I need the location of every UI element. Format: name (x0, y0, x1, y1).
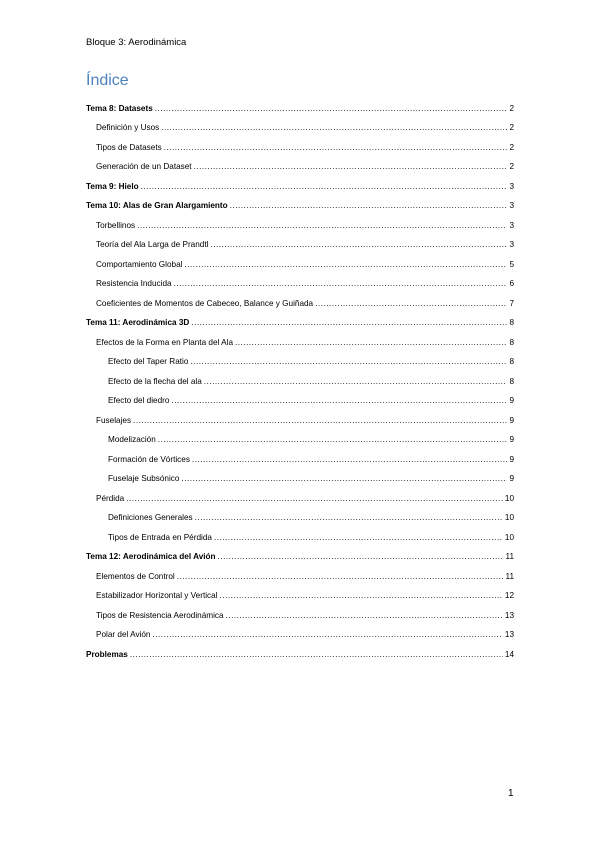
toc-entry-page[interactable]: 9 (509, 396, 514, 405)
toc-leader-dots (133, 416, 507, 426)
toc-entry[interactable] (86, 153, 514, 173)
toc-entry-page[interactable]: 12 (504, 591, 514, 600)
toc-entry-label[interactable]: Formación de Vórtices (108, 454, 190, 464)
toc-entry-page[interactable]: 2 (509, 103, 514, 113)
toc-entry[interactable] (86, 114, 514, 134)
toc-leader-dots (152, 630, 502, 640)
table-of-contents (86, 94, 514, 660)
toc-leader-dots (226, 611, 503, 621)
toc-entry-label[interactable]: Tema 12: Aerodinámica del Avión (86, 552, 216, 561)
toc-entry-label[interactable]: Torbellinos (96, 220, 136, 230)
toc-leader-dots (210, 240, 507, 250)
toc-leader-dots (141, 182, 508, 192)
toc-entry[interactable] (86, 172, 514, 192)
toc-entry-page[interactable]: 10 (504, 513, 514, 522)
toc-entry[interactable] (86, 543, 514, 563)
toc-entry-label[interactable]: Efectos de la Forma en Planta del Ala (96, 337, 233, 347)
toc-entry-page[interactable]: 3 (509, 201, 514, 210)
toc-entry[interactable] (86, 582, 514, 602)
toc-entry[interactable] (86, 406, 514, 426)
toc-entry-label[interactable]: Fuselaje Subsónico (108, 474, 180, 483)
toc-leader-dots (195, 513, 503, 523)
toc-entry-label[interactable]: Generación de un Dataset (96, 162, 192, 171)
toc-entry-page[interactable]: 8 (509, 357, 514, 366)
toc-entry-page[interactable]: 3 (509, 181, 514, 191)
toc-entry-label[interactable]: Teoría del Ala Larga de Prandtl (96, 240, 209, 249)
toc-entry-page[interactable]: 2 (509, 142, 514, 152)
toc-leader-dots (161, 123, 507, 133)
toc-entry[interactable] (86, 426, 514, 446)
toc-entry-label[interactable]: Fuselajes (96, 415, 132, 425)
toc-leader-dots (204, 377, 508, 387)
toc-leader-dots (164, 143, 508, 153)
toc-entry[interactable] (86, 270, 514, 290)
toc-entry-label[interactable]: Definiciones Generales (108, 513, 193, 522)
page-number: 1 (508, 788, 514, 799)
toc-entry[interactable] (86, 192, 514, 212)
toc-entry-page[interactable]: 8 (509, 337, 514, 347)
toc-entry-label[interactable]: Efecto de la flecha del ala (108, 376, 202, 386)
toc-entry-label[interactable]: Problemas (86, 649, 128, 659)
toc-leader-dots (192, 455, 508, 465)
toc-entry-label[interactable]: Comportamiento Global (96, 259, 183, 269)
toc-entry-page[interactable]: 13 (504, 610, 514, 620)
toc-entry-page[interactable]: 3 (509, 220, 514, 230)
toc-entry[interactable] (86, 367, 514, 387)
toc-entry-page[interactable]: 13 (504, 630, 514, 639)
toc-entry[interactable] (86, 231, 514, 251)
toc-entry-label[interactable]: Tipos de Resistencia Aerodinámica (96, 610, 224, 620)
toc-leader-dots (137, 221, 507, 231)
toc-entry[interactable] (86, 445, 514, 465)
toc-entry[interactable] (86, 387, 514, 407)
toc-entry[interactable] (86, 465, 514, 485)
toc-leader-dots (155, 104, 508, 114)
toc-entry-label[interactable]: Tipos de Datasets (96, 142, 162, 152)
toc-entry[interactable] (86, 211, 514, 231)
toc-entry-page[interactable]: 9 (509, 435, 514, 444)
toc-entry[interactable] (86, 309, 514, 329)
toc-leader-dots (194, 162, 508, 172)
toc-entry-page[interactable]: 9 (509, 454, 514, 464)
toc-entry-page[interactable]: 8 (509, 318, 514, 327)
toc-entry-label[interactable]: Modelización (108, 435, 156, 444)
toc-entry-page[interactable]: 8 (509, 376, 514, 386)
toc-entry[interactable] (86, 348, 514, 368)
toc-entry[interactable] (86, 94, 514, 114)
toc-entry-label[interactable]: Resistencia Inducida (96, 279, 172, 288)
toc-title: Índice (86, 72, 129, 89)
toc-leader-dots (220, 591, 503, 601)
toc-leader-dots (191, 318, 507, 328)
toc-entry-page[interactable]: 10 (504, 532, 514, 542)
toc-entry[interactable] (86, 504, 514, 524)
toc-leader-dots (315, 299, 507, 309)
toc-entry-page[interactable]: 9 (509, 474, 514, 483)
toc-leader-dots (126, 494, 503, 504)
toc-entry[interactable] (86, 133, 514, 153)
toc-leader-dots (130, 650, 503, 660)
toc-entry-page[interactable]: 3 (509, 240, 514, 249)
toc-entry-page[interactable]: 2 (509, 162, 514, 171)
toc-entry[interactable] (86, 601, 514, 621)
toc-entry-page[interactable]: 7 (509, 298, 514, 308)
toc-entry[interactable] (86, 250, 514, 270)
toc-entry-label[interactable]: Efecto del diedro (108, 396, 170, 405)
toc-entry-label[interactable]: Coeficientes de Momentos de Cabeceo, Balance y Guiñada (96, 298, 314, 308)
toc-leader-dots (181, 474, 507, 484)
toc-entry-page[interactable]: 2 (509, 123, 514, 132)
toc-entry-label[interactable]: Pérdida (96, 493, 125, 503)
toc-leader-dots (171, 396, 507, 406)
toc-entry-page[interactable]: 11 (505, 552, 514, 561)
toc-entry-page[interactable]: 14 (504, 649, 514, 659)
toc-entry-label[interactable]: Tipos de Entrada en Pérdida (108, 532, 212, 542)
toc-entry-page[interactable]: 11 (505, 571, 514, 581)
toc-entry[interactable] (86, 328, 514, 348)
toc-leader-dots (218, 552, 504, 562)
toc-leader-dots (174, 279, 508, 289)
running-header: Bloque 3: Aerodinámica (86, 37, 187, 48)
toc-leader-dots (158, 435, 508, 445)
toc-entry[interactable] (86, 562, 514, 582)
toc-entry-label[interactable]: Tema 9: Hielo (86, 181, 139, 191)
toc-entry-label[interactable]: Definición y Usos (96, 123, 160, 132)
toc-entry-page[interactable]: 5 (509, 259, 514, 269)
toc-entry-page[interactable]: 10 (504, 493, 514, 503)
toc-entry-label[interactable]: Estabilizador Horizontal y Vertical (96, 591, 218, 600)
toc-entry-page[interactable]: 6 (509, 279, 514, 288)
toc-entry[interactable] (86, 289, 514, 309)
toc-leader-dots (230, 201, 508, 211)
toc-leader-dots (190, 357, 507, 367)
toc-leader-dots (214, 533, 503, 543)
toc-leader-dots (177, 572, 504, 582)
toc-entry[interactable] (86, 523, 514, 543)
toc-entry[interactable] (86, 484, 514, 504)
toc-entry-label[interactable]: Polar del Avión (96, 630, 151, 639)
toc-entry-label[interactable]: Efecto del Taper Ratio (108, 357, 189, 366)
toc-entry-page[interactable]: 9 (509, 415, 514, 425)
toc-entry-label[interactable]: Tema 11: Aerodinámica 3D (86, 318, 190, 327)
toc-leader-dots (184, 260, 507, 270)
toc-leader-dots (235, 338, 507, 348)
toc-entry[interactable] (86, 621, 514, 641)
toc-entry-label[interactable]: Tema 8: Datasets (86, 103, 153, 113)
toc-entry-label[interactable]: Tema 10: Alas de Gran Alargamiento (86, 201, 228, 210)
toc-entry-label[interactable]: Elementos de Control (96, 571, 175, 581)
toc-entry[interactable] (86, 640, 514, 660)
